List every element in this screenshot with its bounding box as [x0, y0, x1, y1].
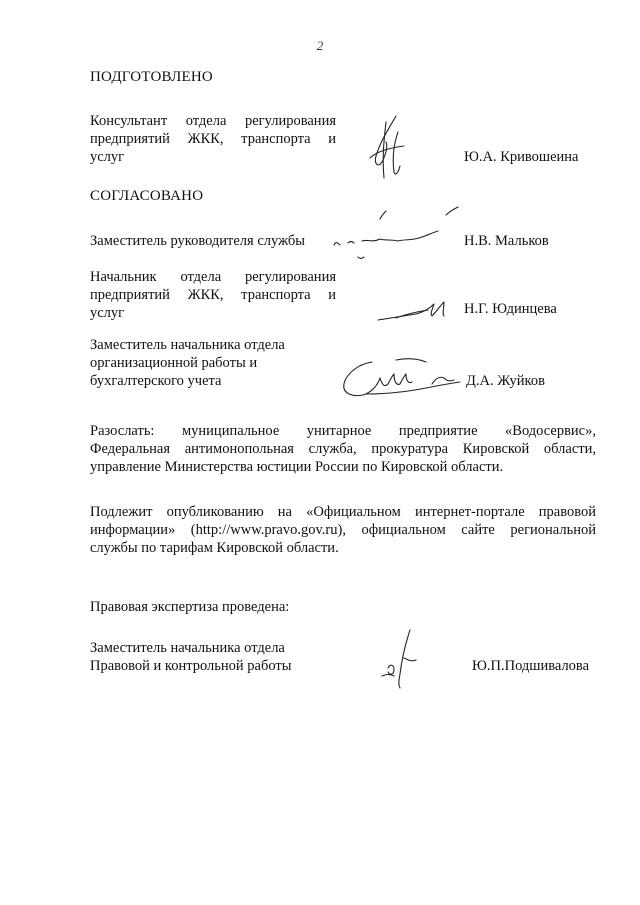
agreed-signer-2-position-line-3: услуг	[90, 305, 125, 321]
distribution-line-1: Разослать: муниципальное унитарное предприятие «Водосервис»,	[90, 423, 596, 439]
agreed-signer-3-position-line-1: Заместитель начальника отдела	[90, 337, 285, 353]
page-number: 2	[316, 38, 324, 53]
prepared-position-line-3: услуг	[90, 149, 125, 165]
signature-3	[376, 296, 460, 326]
agreed-signer-1-name: Н.В. Мальков	[464, 233, 549, 249]
distribution-line-3: управление Министерства юстиции России по Кировской области.	[90, 459, 504, 475]
agreed-signer-2-position-line-2: предприятий ЖКК, транспорта и	[90, 287, 336, 303]
agreed-signer-1-position: Заместитель руководителя службы	[90, 233, 306, 249]
distribution-line-2: Федеральная антимонопольная служба, прокуратура Кировской области,	[90, 441, 596, 457]
prepared-position-line-2: предприятий ЖКК, транспорта и	[90, 131, 336, 147]
legal-review-title: Правовая экспертиза проведена:	[90, 599, 290, 615]
signature-5	[378, 628, 428, 690]
agreed-signer-2-name: Н.Г. Юдинцева	[464, 301, 557, 317]
agreed-signer-3-position-line-2: организационной работы и	[90, 355, 258, 371]
signature-2	[328, 205, 464, 261]
prepared-position-line-1: Консультант отдела регулирования	[90, 113, 336, 129]
prepared-signer-name: Ю.А. Кривошеина	[464, 149, 579, 165]
prepared-heading: ПОДГОТОВЛЕНО	[90, 69, 213, 85]
agreed-signer-3-name: Д.А. Жуйков	[466, 373, 545, 389]
signature-4	[336, 354, 466, 404]
legal-review-position-line-2: Правовой и контрольной работы	[90, 658, 292, 674]
publication-line-2: информации» (http://www.pravo.gov.ru), официальном сайте региональной	[90, 522, 596, 538]
publication-line-1: Подлежит опубликованию на «Официальном интернет-портале правовой	[90, 504, 596, 520]
legal-review-position-line-1: Заместитель начальника отдела	[90, 640, 285, 656]
agreed-signer-3-position-line-3: бухгалтерского учета	[90, 373, 222, 389]
publication-line-3: службы по тарифам Кировской области.	[90, 540, 339, 556]
agreed-signer-2-position-line-1: Начальник отдела регулирования	[90, 269, 336, 285]
signature-1	[358, 112, 418, 184]
legal-review-signer-name: Ю.П.Подшивалова	[472, 658, 590, 674]
agreed-heading: СОГЛАСОВАНО	[90, 188, 204, 204]
